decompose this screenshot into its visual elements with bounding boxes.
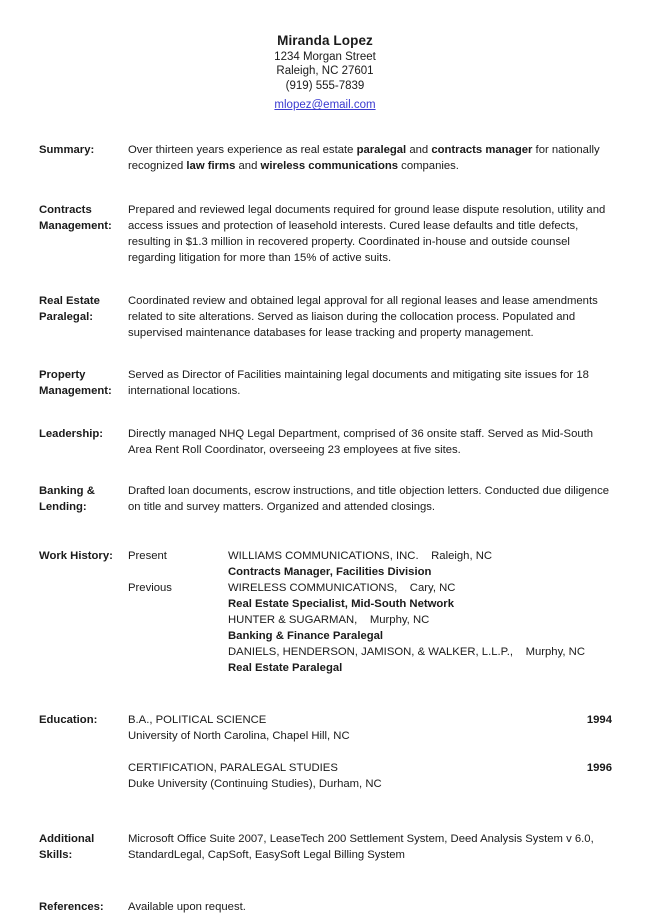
section-education [0, 712, 650, 792]
additional-skills-label-line1: Additional [39, 833, 95, 845]
education-year: 1996 [586, 761, 612, 774]
section-property-management [0, 367, 650, 399]
references-text: Available upon request. [128, 901, 246, 914]
education-school: Duke University (Continuing Studies), Durham, NC [128, 777, 382, 790]
contracts-management-label [39, 202, 128, 234]
references-label: References: [39, 901, 104, 914]
education-degree: CERTIFICATION, PARALEGAL STUDIES [128, 761, 338, 774]
education-degree-row [128, 712, 612, 728]
education-year: 1994 [586, 713, 612, 726]
summary-text [128, 142, 612, 174]
property-management-label-line2: Management: [39, 385, 112, 398]
section-references [0, 899, 650, 915]
work-history-body [128, 548, 612, 676]
leadership-body [128, 426, 612, 458]
work-history-grid [128, 548, 612, 676]
references-body [128, 899, 612, 915]
work-job-title: Contracts Manager, Facilities Division [228, 565, 432, 578]
work-history-entries [228, 548, 612, 676]
additional-skills-body [128, 831, 612, 863]
banking-lending-label-line1: Banking & [39, 484, 95, 497]
contracts-management-body [128, 202, 612, 266]
education-entry [128, 712, 612, 744]
section-summary [0, 142, 650, 174]
plain-text: and [235, 160, 261, 173]
education-degree: B.A., POLITICAL SCIENCE [128, 713, 267, 726]
contracts-management-label-line2: Management: [39, 220, 112, 233]
work-history-label: Work History: [39, 549, 113, 562]
work-job-title: Banking & Finance Paralegal [228, 629, 384, 642]
summary-label: Summary: [39, 144, 95, 157]
education-school: University of North Carolina, Chapel Hill, NC [128, 729, 350, 742]
emphasis-text: paralegal [356, 144, 407, 157]
resume-header [0, 0, 650, 115]
candidate-name: Miranda Lopez [277, 33, 373, 48]
leadership-label: Leadership: [39, 427, 104, 440]
banking-lending-label-line2: Lending: [39, 500, 87, 513]
banking-lending-text: Drafted loan documents, escrow instructions, and title objection letters. Conducted due diligence on title and survey matters. Organized and attended closings. [128, 484, 610, 513]
work-job-title: Real Estate Paralegal [228, 661, 343, 674]
work-job-title: Real Estate Specialist, Mid-South Network [228, 597, 454, 610]
work-period: Previous [128, 581, 172, 594]
property-management-body [128, 367, 612, 399]
work-company: WILLIAMS COMMUNICATIONS, INC. Raleigh, NC [228, 549, 493, 562]
work-company: DANIELS, HENDERSON, JAMISON, & WALKER, L.L.P., Murphy, NC [228, 645, 585, 658]
real-estate-paralegal-label [39, 293, 128, 325]
education-degree-row [128, 760, 612, 776]
real-estate-paralegal-label-line1: Real Estate [39, 295, 100, 308]
section-additional-skills [0, 831, 650, 863]
plain-text: for nationally recognized [128, 144, 600, 173]
education-label: Education: [39, 713, 98, 726]
property-management-label [39, 367, 128, 399]
work-history-periods [128, 548, 228, 676]
additional-skills-label-line2: Skills: [39, 849, 73, 862]
work-period: Present [128, 549, 167, 562]
candidate-city-state-zip: Raleigh, NC 27601 [276, 65, 374, 78]
section-contracts-management [0, 202, 650, 266]
real-estate-paralegal-body [128, 293, 612, 341]
emphasis-text: contracts manager [431, 144, 533, 157]
candidate-street: 1234 Morgan Street [274, 50, 376, 63]
contracts-management-label-line1: Contracts [39, 204, 92, 217]
real-estate-paralegal-label-line2: Paralegal: [39, 311, 94, 324]
education-entry [128, 760, 612, 792]
additional-skills-label [39, 831, 128, 863]
additional-skills-text: Microsoft Office Suite 2007, LeaseTech 200 Settlement System, Deed Analysis System v 6.0, StandardLegal, CapSoft, EasySoft Legal Billing System [128, 833, 594, 862]
education-body [128, 712, 612, 792]
emphasis-text: law firms [186, 160, 236, 173]
banking-lending-body [128, 483, 612, 515]
work-company: WIRELESS COMMUNICATIONS, Cary, NC [228, 581, 456, 594]
section-work-history [0, 548, 650, 676]
banking-lending-label [39, 483, 128, 515]
section-banking-lending [0, 483, 650, 515]
summary-body [128, 142, 612, 174]
contracts-management-text: Prepared and reviewed legal documents required for ground lease dispute resolution, utility and access issues and protection of leasehold interests. Cured lease defaults and title defects, resulting in $1.3 million in recovered property. Coordinated in-house and outside counsel regarding litigation for more than 15% of active suits. [128, 204, 606, 265]
plain-text: and [406, 144, 432, 157]
emphasis-text: wireless communications [260, 160, 399, 173]
section-real-estate-paralegal [0, 293, 650, 341]
candidate-email-link[interactable]: mlopez@email.com [274, 99, 376, 112]
plain-text: Over thirteen years experience as real estate [128, 144, 357, 157]
leadership-text: Directly managed NHQ Legal Department, comprised of 36 onsite staff. Served as Mid-South Area Rent Roll Coordinator, overseeing 23 employees at five sites. [128, 427, 594, 456]
real-estate-paralegal-text: Coordinated review and obtained legal approval for all regional leases and lease amendments related to site alterations. Served as liaison during the collocation process. Populated and supervised maintenance databases for lease tracking and property management. [128, 295, 598, 340]
property-management-text: Served as Director of Facilities maintaining legal documents and mitigating site issues for 18 international locations. [128, 369, 589, 398]
work-company: HUNTER & SUGARMAN, Murphy, NC [228, 613, 430, 626]
plain-text: companies. [398, 160, 459, 173]
section-leadership [0, 426, 650, 458]
candidate-phone: (919) 555-7839 [285, 80, 365, 93]
property-management-label-line1: Property [39, 369, 86, 382]
